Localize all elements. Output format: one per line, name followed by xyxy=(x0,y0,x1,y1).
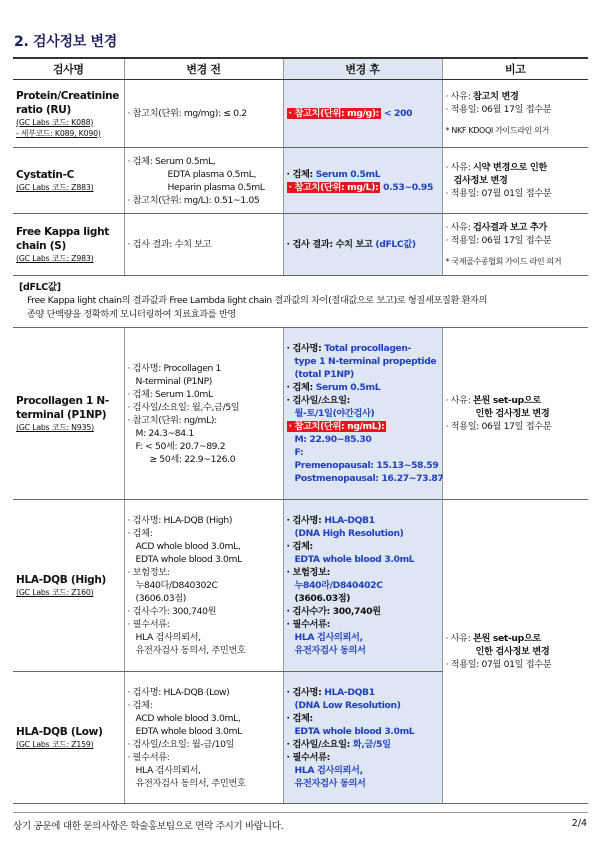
before-cell xyxy=(124,672,283,804)
note-date: · 적용일: 06월 17일 접수분 xyxy=(445,235,552,246)
before-line: F: < 50세: 20.7~89.2 xyxy=(135,440,226,452)
test-name: HLA-DQB (High) xyxy=(16,574,107,586)
test-change-table xyxy=(13,57,588,804)
before-line: M: 24.3~84.1 xyxy=(135,427,194,439)
note-prefix: · 사유: xyxy=(445,395,474,406)
before-line: · 필수서류: xyxy=(127,619,170,630)
before-line: · 참고치(단위: ng/mL): xyxy=(127,414,217,426)
test-name-cell xyxy=(13,214,124,276)
after-value: (dFLC값) xyxy=(375,239,416,250)
before-line: · 검사명: HLA-DQB (Low) xyxy=(127,686,230,698)
note-reason: 인한 검사정보 변경 xyxy=(475,408,550,419)
after-value: EDTA whole blood 3.0mL xyxy=(294,725,415,737)
test-name: HLA-DQB (Low) xyxy=(16,726,103,738)
after-cell xyxy=(283,80,442,148)
after-value: 0.53~0.95 xyxy=(380,181,434,193)
after-value: (total P1NP) xyxy=(294,369,354,380)
note-date: · 적용일: 06월 17일 접수분 xyxy=(445,104,552,115)
table-row xyxy=(13,148,588,214)
after-value: (DNA High Resolution) xyxy=(294,528,404,539)
note-prefix: · 사유: xyxy=(445,222,474,233)
test-code: (GC Labs 코드: Z883) xyxy=(16,183,94,192)
footer-divider xyxy=(13,812,588,813)
after-label: · 검체: xyxy=(286,541,313,552)
after-label: · 검사명: xyxy=(286,343,325,354)
note-reason: 본원 set-up으로 xyxy=(473,395,541,406)
after-value: HLA-DQB1 xyxy=(324,515,375,526)
after-label: · 검사명: xyxy=(286,686,325,698)
before-line: EDTA whole blood 3.0mL xyxy=(135,725,242,737)
before-line: · 검사명: HLA-DQB (High) xyxy=(127,515,233,526)
note-cell xyxy=(442,214,588,276)
header-before: 변경 전 xyxy=(124,58,283,80)
after-value: 화,금/5일 xyxy=(352,738,391,750)
test-name-cell xyxy=(13,672,124,804)
note-prefix: · 사유: xyxy=(445,91,474,102)
footer-text: 상기 공문에 대한 문의사항은 학술홍보팀으로 연락 주시기 바랍니다. xyxy=(13,821,284,832)
after-value: 누840라/D840402C xyxy=(294,580,383,591)
dflc-heading: [dFLC값] xyxy=(19,282,61,293)
before-line: · 검사일/소요일: 월,수,금/5일 xyxy=(127,401,240,413)
table-row xyxy=(13,328,588,500)
note-extra: * 국제골수종협회 가이드 라인 의거 xyxy=(445,257,562,266)
highlight-label: · 참고치(단위: mg/g): xyxy=(288,108,379,119)
after-value: HLA-DQB1 xyxy=(324,686,375,698)
after-cell xyxy=(283,328,442,500)
after-cell xyxy=(283,214,442,276)
note-prefix: · 사유: xyxy=(445,633,474,644)
dflc-cell xyxy=(13,276,588,328)
test-name: Free Kappa light chain (S) xyxy=(16,226,109,252)
table-row xyxy=(13,500,588,672)
before-line: · 검사수가: 300,740원 xyxy=(127,606,217,617)
after-value: EDTA whole blood 3.0mL xyxy=(294,554,415,565)
before-line: · 검사명: Procollagen 1 xyxy=(127,362,222,374)
before-line: EDTA plasma 0.5mL, xyxy=(167,168,257,180)
test-code: (GC Labs 코드: N935) xyxy=(16,423,94,432)
test-name: Protein/Creatinine ratio (RU) xyxy=(16,89,120,116)
test-name: Procollagen 1 N-terminal (P1NP) xyxy=(16,395,109,421)
test-code: (GC Labs 코드: Z983) xyxy=(16,254,94,263)
note-reason: 검사결과 보고 추가 xyxy=(473,222,547,233)
note-cell xyxy=(442,328,588,500)
before-line: ACD whole blood 3.0mL, xyxy=(135,541,241,552)
after-value: 유전자검사 동의서 xyxy=(294,777,366,789)
after-value: Postmenopausal: 16.27~73.87 xyxy=(294,473,444,484)
before-cell xyxy=(124,80,283,148)
note-reason: 시약 변경으로 인한 xyxy=(473,162,547,173)
after-label: · 검체: xyxy=(286,712,313,724)
before-line: · 검사 결과: 수치 보고 xyxy=(127,239,212,250)
before-line: · 검체: xyxy=(127,528,153,539)
after-cell xyxy=(283,500,442,672)
before-line: HLA 검사의뢰서, xyxy=(135,764,201,776)
before-line: ACD whole blood 3.0mL, xyxy=(135,712,241,724)
after-label: · 검사수가: 300,740원 xyxy=(286,606,381,617)
after-value: HLA 검사의뢰서, xyxy=(294,764,363,776)
after-value: (3606.03점) xyxy=(294,593,351,604)
after-value: < 200 xyxy=(381,108,413,119)
dflc-text: 종양 단백량을 정확하게 모니터링하여 치료효과를 반영 xyxy=(27,309,236,320)
note-date: · 적용일: 07월 01일 접수분 xyxy=(445,188,552,199)
after-label: · 검사일/소요일: xyxy=(286,395,350,406)
before-line: · 참고치(단위: mg/mg): ≤ 0.2 xyxy=(127,108,247,119)
test-code: (GC Labs 코드: K088) xyxy=(16,117,94,127)
highlight-label: · 참고치(단위: ng/mL): xyxy=(288,421,385,432)
after-cell xyxy=(283,672,442,804)
dflc-explanation-row xyxy=(13,276,588,328)
note-extra: * NKF KDOQI 가이드라인 의거 xyxy=(445,126,549,135)
after-value: Serum 0.5mL xyxy=(315,168,381,180)
header-after: 변경 후 xyxy=(283,58,442,80)
note-reason: 검사정보 변경 xyxy=(453,175,508,186)
note-reason: 본원 set-up으로 xyxy=(473,633,541,644)
after-label: · 검사명: xyxy=(286,515,325,526)
table-row xyxy=(13,80,588,148)
before-line: · 검체: xyxy=(127,699,153,711)
test-name-cell xyxy=(13,148,124,214)
after-label: · 검체: xyxy=(286,168,316,180)
note-date: · 적용일: 07월 01일 접수분 xyxy=(445,659,552,670)
note-cell xyxy=(442,500,588,804)
after-label: · 검사 결과: 수치 보고 xyxy=(286,239,376,250)
before-line: ≥ 50세: 22.9~126.0 xyxy=(149,453,236,465)
before-line: · 참고치(단위: mg/L): 0.51~1.05 xyxy=(127,194,260,206)
after-label: · 검사일/소요일: xyxy=(286,738,353,750)
before-line: HLA 검사의뢰서, xyxy=(135,632,201,643)
before-cell xyxy=(124,500,283,672)
after-cell xyxy=(283,148,442,214)
note-reason: 인한 검사정보 변경 xyxy=(475,646,550,657)
header-test: 검사명 xyxy=(13,58,124,80)
after-value: HLA 검사의뢰서, xyxy=(294,632,363,643)
test-name-cell xyxy=(13,500,124,672)
before-cell xyxy=(124,328,283,500)
before-line: EDTA whole blood 3.0mL xyxy=(135,554,242,565)
highlight-label: · 참고치(단위: mg/L): xyxy=(288,181,379,193)
before-cell xyxy=(124,148,283,214)
after-value: (DNA Low Resolution) xyxy=(294,699,401,711)
before-line: 유전자검사 동의서, 주민번호 xyxy=(135,777,246,789)
test-name-cell xyxy=(13,80,124,148)
note-prefix: · 사유: xyxy=(445,162,474,173)
test-code: (GC Labs 코드: Z159) xyxy=(16,740,94,749)
before-line: Heparin plasma 0.5mL xyxy=(167,181,265,193)
before-line: · 검체: Serum 1.0mL xyxy=(127,388,213,400)
after-label: · 검체: xyxy=(286,382,316,393)
after-value: type 1 N-terminal propeptide xyxy=(294,356,437,367)
before-line: · 보험정보: xyxy=(127,567,170,578)
section-title: 2. 검사정보 변경 xyxy=(14,34,117,50)
note-date: · 적용일: 06월 17일 접수분 xyxy=(445,421,552,432)
after-value: 월-토/1일(야간검사) xyxy=(294,408,375,419)
after-value: 유전자검사 동의서 xyxy=(294,645,366,656)
before-cell xyxy=(124,214,283,276)
after-label: · 필수서류: xyxy=(286,619,330,630)
note-cell xyxy=(442,80,588,148)
after-value: Serum 0.5mL xyxy=(315,382,381,393)
before-line: · 검체: Serum 0.5mL, xyxy=(127,155,216,167)
before-line: · 필수서류: xyxy=(127,751,170,763)
test-subcode: - 세부코드: K089, K090) xyxy=(16,128,101,138)
after-value: Premenopausal: 15.13~58.59 xyxy=(294,460,439,471)
dflc-text: Free Kappa light chain의 결과값과 Free Lambda light chain 결과값의 차이(절대값으로 보고)로 형질세포질환 환자의 xyxy=(27,295,488,306)
test-name: Cystatin-C xyxy=(16,169,75,181)
header-note: 비고 xyxy=(442,58,588,80)
table-row xyxy=(13,214,588,276)
before-line: N-terminal (P1NP) xyxy=(135,375,213,387)
page-number: 2/4 xyxy=(571,818,587,829)
before-line: · 검사일/소요일: 월-금/10일 xyxy=(127,738,235,750)
test-name-cell xyxy=(13,328,124,500)
after-label: · 보험정보: xyxy=(286,567,330,578)
note-reason: 참고치 변경 xyxy=(473,91,519,102)
before-line: (3606.03점) xyxy=(135,593,187,604)
table-header-row xyxy=(13,58,588,80)
before-line: 유전자검사 동의서, 주민번호 xyxy=(135,645,246,656)
after-value: Total procollagen- xyxy=(324,343,412,354)
after-value: F: xyxy=(294,447,304,458)
note-cell xyxy=(442,148,588,214)
after-value: M: 22.90~85.30 xyxy=(294,434,372,445)
after-label: · 필수서류: xyxy=(286,751,330,763)
test-code: (GC Labs 코드: Z160) xyxy=(16,588,94,597)
before-line: 누840다/D840302C xyxy=(135,580,218,591)
